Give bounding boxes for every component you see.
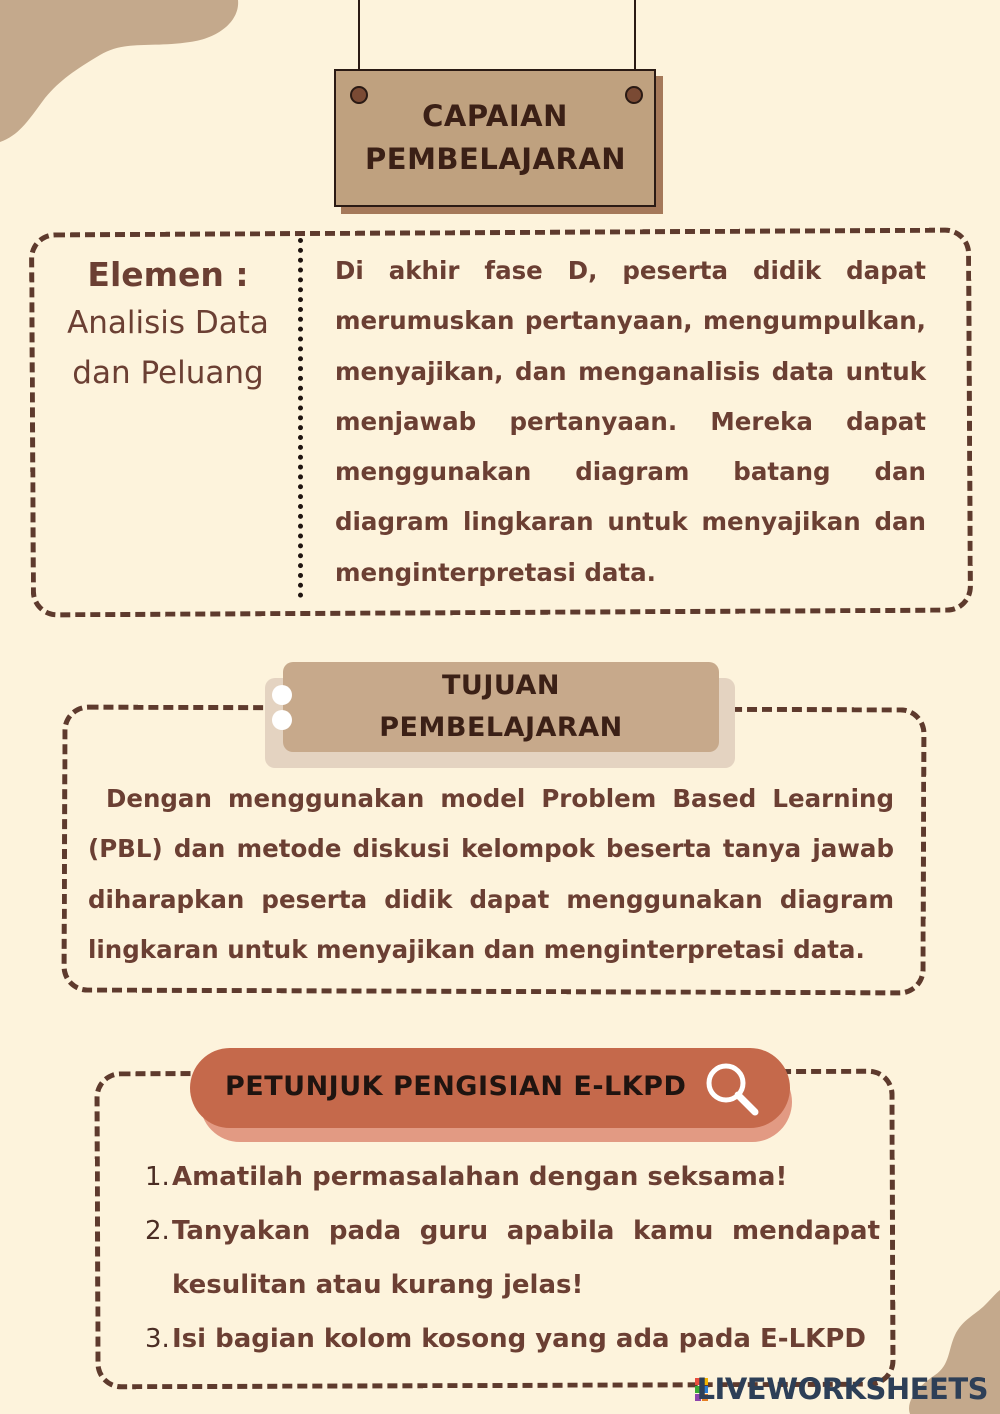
capaian-title: CAPAIAN PEMBELAJARAN <box>365 99 627 176</box>
capaian-sign <box>334 69 656 207</box>
elemen-heading: Elemen : <box>87 255 249 294</box>
list-item <box>145 1204 880 1312</box>
step-text: Isi bagian kolom kosong yang ada pada E-LKPD <box>172 1324 866 1354</box>
tujuan-text <box>88 774 894 975</box>
step-number: 3 . <box>145 1312 170 1366</box>
tujuan-header <box>283 662 719 752</box>
list-item <box>145 1312 880 1366</box>
elemen-value: Analisis Data dan Peluang <box>67 305 269 391</box>
step-number: 1 . <box>145 1150 170 1204</box>
dotted-divider <box>298 238 303 598</box>
sign-hole-left <box>350 86 368 104</box>
step-text: Tanyakan pada guru apabila kamu mendapat kesulitan atau kurang jelas! <box>172 1216 880 1300</box>
capaian-text: Di akhir fase D, peserta didik dapat merumuskan pertanyaan, mengumpulkan, menyajikan, dan menganalisis data untuk menjawab pertanyaan. Mereka dapat menggunakan diagram batang dan diagram lingkaran untuk menyajikan dan menginterpretasi data. <box>335 256 926 587</box>
petunjuk-title: PETUNJUK PENGISIAN E-LKPD <box>225 1071 687 1102</box>
tujuan-text-content: Dengan menggunakan model Problem Based Learning (PBL) dan metode diskusi kelompok beserta tanya jawab diharapkan peserta didik dapat menggunakan diagram lingkaran untuk menyajikan dan menginterpretasi data. <box>88 784 894 964</box>
elemen-panel <box>40 252 296 398</box>
sign-hole-right <box>625 86 643 104</box>
step-text: Amatilah permasalahan dengan seksama! <box>172 1162 788 1192</box>
corner-blob-top-left <box>0 0 240 150</box>
header-dot <box>272 710 292 730</box>
header-dot <box>272 685 292 705</box>
step-number: 2 . <box>145 1204 170 1258</box>
footer-brand: LIVEWORKSHEETS <box>696 1372 988 1406</box>
tujuan-title: TUJUAN PEMBELAJARAN <box>379 670 623 743</box>
list-item <box>145 1150 880 1204</box>
petunjuk-steps <box>145 1150 880 1366</box>
magnifier-icon <box>703 1060 761 1118</box>
